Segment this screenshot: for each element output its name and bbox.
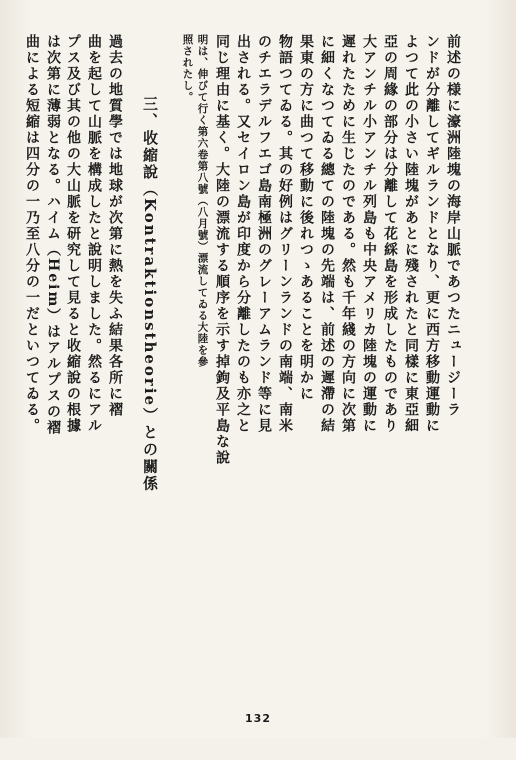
text-column-16: は次第に薄弱となる。ハイム（Heim）はアルプスの褶 bbox=[45, 34, 61, 437]
text-column-1: 前述の様に濠洲陸塊の海岸山脈であつたニュージーラ bbox=[445, 34, 461, 418]
text-column-14: 曲を起して山脈を構成したと說明しました。然るにアル bbox=[86, 34, 102, 434]
section-heading-3: 三、收縮說（Kontraktionstheorie）との關係 bbox=[141, 96, 159, 493]
text-column-9: 物語つてゐる。其の好例はグリーンランドの南端、南米 bbox=[277, 34, 293, 434]
text-column-6: 遲れたために生じたのである。然も千年綫の方向に次第 bbox=[340, 34, 356, 434]
note-column-1: 明は、伸びて行く第六卷第八號（八月號）漂流してゐる大陸を參 bbox=[196, 34, 209, 368]
text-column-13: 過去の地質學では地球が次第に熱を失ふ結果各所に褶 bbox=[107, 34, 123, 418]
text-column-7: に細くなつてゐる總ての陸塊の先端は、前述の遲滯の結 bbox=[319, 34, 335, 434]
text-column-17: 曲による短縮は四分の一乃至八分の一だといつてゐる。 bbox=[24, 34, 40, 434]
text-column-8: 果東の方に曲つて移動に後れつゝあることを明かに bbox=[298, 34, 314, 402]
text-column-11: 出される。又セイロン島が印度から分離したのも亦之と bbox=[235, 34, 251, 434]
text-column-4: 亞の周緣の部分は分離して花綵島を形成したものであり bbox=[382, 34, 398, 434]
note-column-2: 照されたし。 bbox=[181, 34, 194, 103]
text-column-12: 同じ理由に基く。大陸の漂流する順序を示す掉鉤及平島な說 bbox=[214, 34, 230, 466]
text-column-5: 大アンチル小アンチル列島も中央アメリカ陸塊の運動に bbox=[361, 34, 377, 434]
text-column-2: ンドが分離してギルランドとなり、更に西方移動運動に bbox=[424, 34, 440, 434]
text-column-10: のチエラデルフエゴ島南極洲のグレーアムランド等に見 bbox=[256, 34, 272, 434]
page-number: 132 bbox=[245, 712, 271, 725]
text-column-15: プス及び其の他の大山脈を研究して見ると收縮說の根據 bbox=[65, 34, 81, 434]
text-column-3: よつて此の小さい陸塊があとに殘されたと同樣に東亞細 bbox=[403, 34, 419, 434]
